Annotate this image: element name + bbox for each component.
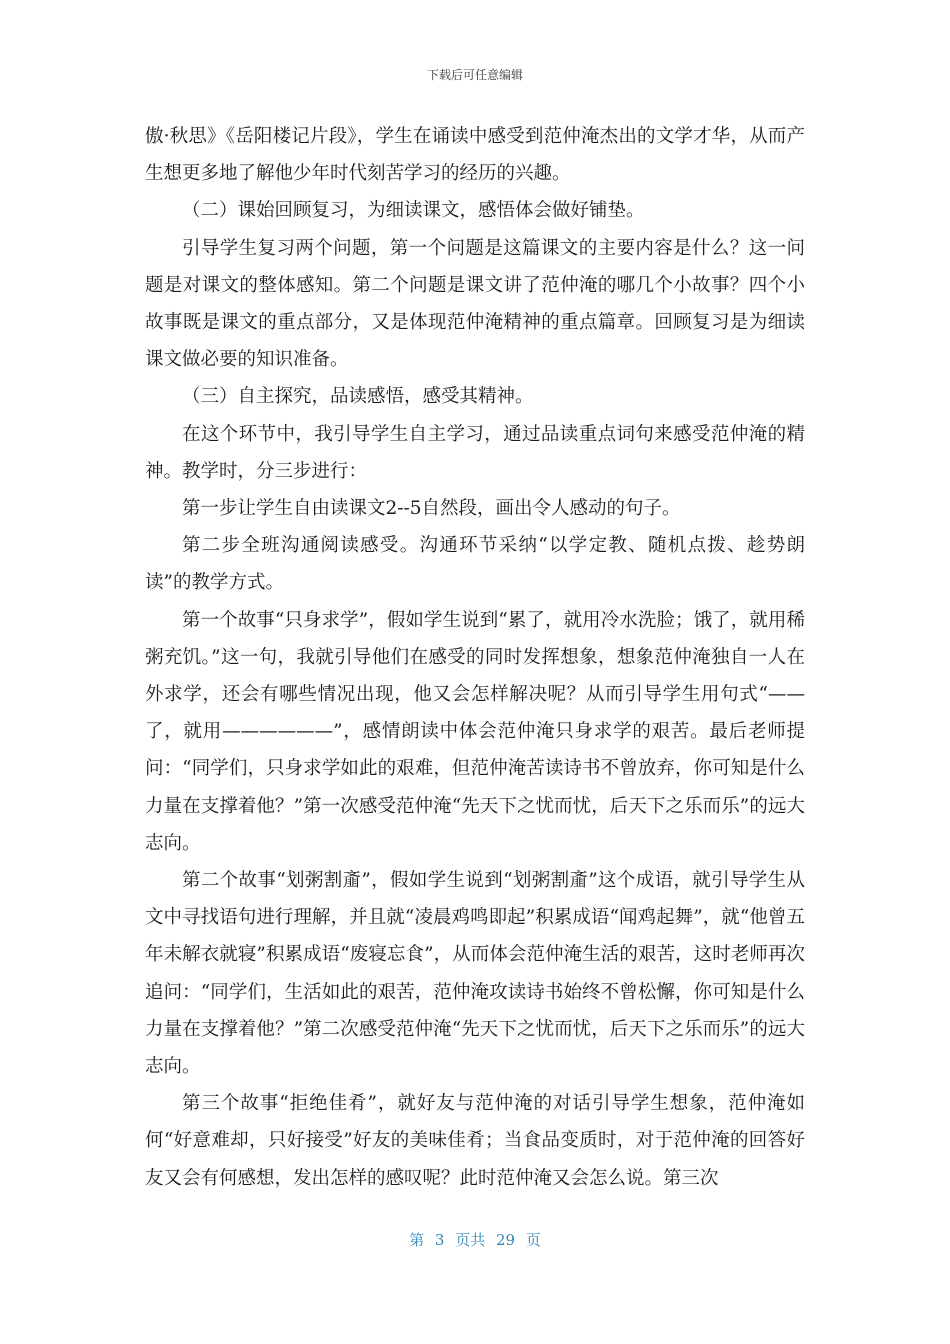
page-number-footer: 第 3 页共 29 页 — [409, 1231, 541, 1249]
page-header: 下载后可任意编辑 — [426, 68, 523, 82]
document-body — [145, 118, 805, 1197]
paragraph-continuation: 傲·秋思》《岳阳楼记片段》，学生在诵读中感受到范仲淹杰出的文学才华，从而产生想更多地了解他少年时代刻苦学习的经历的兴趣。 — [145, 126, 805, 185]
paragraph: 第三个故事“拒绝佳肴”，就好友与范仲淹的对话引导学生想象，范仲淹如何“好意难却，只好接受”好友的美味佳肴；当食品变质时，对于范仲淹的回答好友又会有何感想，发出怎样的感叹呢？此时范仲淹又会怎么说。第三次 — [145, 1093, 805, 1189]
section-heading-3: （三）自主探究，品读感悟，感受其精神。 — [182, 386, 534, 408]
paragraph: 第二步全班沟通阅读感受。沟通环节采纳“以学定教、随机点拨、趁势朗读”的教学方式。 — [145, 535, 805, 594]
paragraph: 第二个故事“划粥割齑”，假如学生说到“划粥割齑”这个成语，就引导学生从文中寻找语句进行理解，并且就“凌晨鸡鸣即起”积累成语“闻鸡起舞”，就“他曾五年未解衣就寝”积累成语“废寝忘食”，从而体会范仲淹生活的艰苦，这时老师再次追问：“同学们，生活如此的艰苦，范仲淹攻读诗书始终不曾松懈，你可知是什么力量在支撑着他？”第二次感受范仲淹“先天下之忧而忧，后天下之乐而乐”的远大志向。 — [145, 870, 805, 1078]
paragraph: 在这个环节中，我引导学生自主学习，通过品读重点词句来感受范仲淹的精神。教学时，分三步进行： — [145, 423, 805, 482]
section-heading-2: （二）课始回顾复习，为细读课文，感悟体会做好铺垫。 — [182, 200, 645, 222]
paragraph: 第一步让学生自由读课文2--5自然段，画出令人感动的句子。 — [182, 498, 681, 520]
paragraph: 引导学生复习两个问题，第一个问题是这篇课文的主要内容是什么？这一问题是对课文的整体感知。第二个问题是课文讲了范仲淹的哪几个小故事？四个小故事既是课文的重点部分，又是体现范仲淹精神的重点篇章。回顾复习是为细读课文做必要的知识准备。 — [145, 237, 805, 371]
paragraph: 第一个故事“只身求学”，假如学生说到“累了，就用冷水洗脸；饿了，就用稀粥充饥。”这一句，我就引导他们在感受的同时发挥想象，想象范仲淹独自一人在外求学，还会有哪些情况出现，他又会怎样解决呢？从而引导学生用句式“——了，就用——————”，感情朗读中体会范仲淹只身求学的艰苦。最后老师提问：“同学们，只身求学如此的艰难，但范仲淹苦读诗书不曾放弃，你可知是什么力量在支撑着他？”第一次感受范仲淹“先天下之忧而忧，后天下之乐而乐”的远大志向。 — [145, 609, 805, 854]
